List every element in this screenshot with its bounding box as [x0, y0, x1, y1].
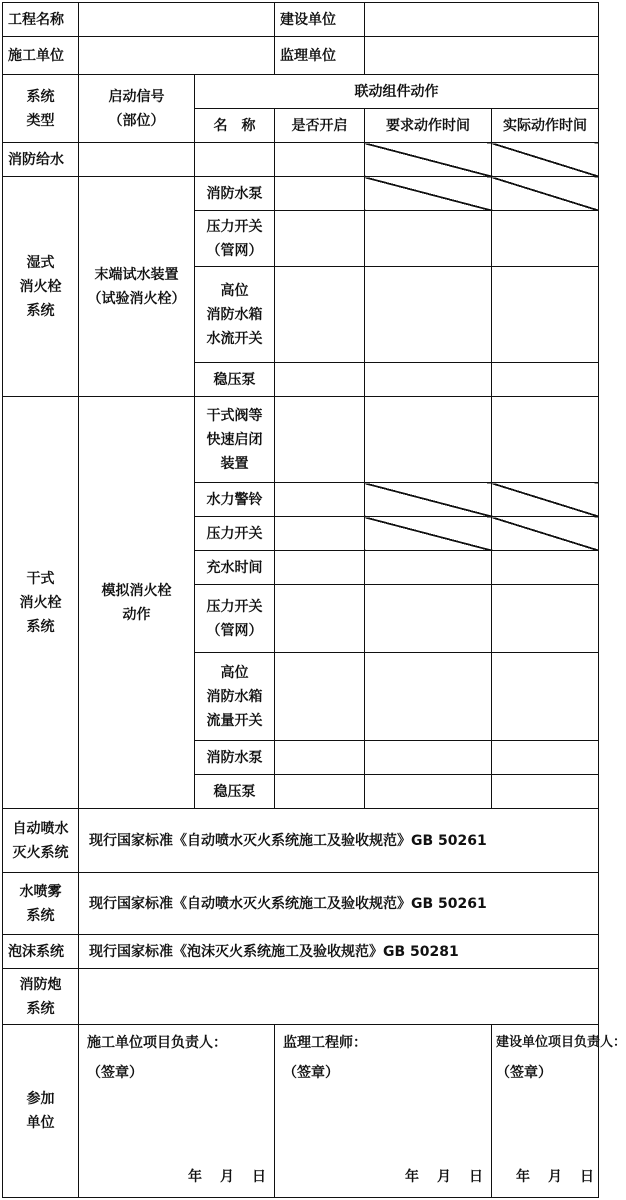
seal-label: （签章） — [283, 1065, 339, 1081]
component-pressure-switch-network: 压力开关 （管网） — [195, 585, 275, 653]
signature-date: 年 月 日 — [188, 1169, 266, 1185]
component-booster-pump: 稳压泵 — [195, 775, 275, 809]
na-cell — [365, 483, 492, 517]
table-cell[interactable] — [275, 397, 365, 483]
table-cell[interactable] — [492, 267, 599, 363]
wet-row-1 — [3, 177, 599, 211]
component-fire-pump: 消防水泵 — [195, 741, 275, 775]
na-cell — [365, 517, 492, 551]
dry-system-signal: 模拟消火栓 动作 — [79, 397, 195, 809]
seal-label: （签章） — [87, 1065, 143, 1081]
system-type-header: 系统 类型 — [3, 75, 79, 143]
table-cell[interactable] — [365, 397, 492, 483]
foam-type: 泡沫系统 — [3, 935, 79, 969]
table-cell[interactable] — [492, 211, 599, 267]
participants-row — [3, 1025, 599, 1198]
supervisor-label: 监理工程师： — [283, 1035, 367, 1051]
table-cell[interactable] — [365, 551, 492, 585]
component-booster-pump: 稳压泵 — [195, 363, 275, 397]
na-cell — [492, 483, 599, 517]
dry-system-type: 干式 消火栓 系统 — [3, 397, 79, 809]
table-cell[interactable] — [365, 653, 492, 741]
table-cell[interactable] — [365, 211, 492, 267]
construction-head-label: 施工单位项目负责人： — [87, 1035, 227, 1051]
linkage-test-table — [2, 2, 626, 1198]
component-high-tank-flow-switch: 高位 消防水箱 水流开关 — [195, 267, 275, 363]
supervision-label: 监理单位 — [275, 37, 365, 75]
component-water-alarm-bell: 水力警铃 — [195, 483, 275, 517]
header-row-2 — [3, 37, 599, 75]
water-mist-row — [3, 873, 599, 935]
builder-label: 建设单位 — [275, 3, 365, 37]
water-mist-type: 水喷雾 系统 — [3, 873, 79, 935]
wet-system-signal: 末端试水装置 （试验消火栓） — [79, 177, 195, 397]
component-high-tank-flow-switch: 高位 消防水箱 流量开关 — [195, 653, 275, 741]
builder-head-label: 建设单位项目负责人： — [496, 1035, 626, 1050]
table-cell[interactable] — [492, 653, 599, 741]
table-cell[interactable] — [365, 585, 492, 653]
builder-field[interactable] — [365, 3, 599, 37]
required-time-header: 要求动作时间 — [365, 109, 492, 143]
table-cell[interactable] — [365, 363, 492, 397]
construction-signature-block[interactable] — [79, 1025, 275, 1198]
signature-date: 年 月 日 — [405, 1169, 483, 1185]
fire-monitor-type: 消防炮 系统 — [3, 969, 79, 1025]
auto-sprinkler-row — [3, 809, 599, 873]
actual-time-header: 实际动作时间 — [492, 109, 599, 143]
column-header-row-1 — [3, 75, 599, 109]
construction-field[interactable] — [79, 37, 275, 75]
foam-standard: 现行国家标准《泡沫灭火系统施工及验收规范》GB 50281 — [79, 935, 599, 969]
table-cell[interactable] — [492, 551, 599, 585]
na-cell — [492, 177, 599, 211]
fire-monitor-row — [3, 969, 599, 1025]
component-fill-time: 充水时间 — [195, 551, 275, 585]
table-cell[interactable] — [79, 143, 195, 177]
component-dry-valve: 干式阀等 快速启闭 装置 — [195, 397, 275, 483]
participants-label: 参加 单位 — [3, 1025, 79, 1198]
project-name-field[interactable] — [79, 3, 275, 37]
opened-header: 是否开启 — [275, 109, 365, 143]
component-fire-pump: 消防水泵 — [195, 177, 275, 211]
na-cell — [492, 517, 599, 551]
component-pressure-switch-network: 压力开关 （管网） — [195, 211, 275, 267]
na-cell — [365, 143, 492, 177]
table-cell[interactable] — [275, 741, 365, 775]
table-cell[interactable] — [275, 551, 365, 585]
construction-label: 施工单位 — [3, 37, 79, 75]
table-cell[interactable] — [275, 517, 365, 551]
supervisor-signature-block[interactable] — [275, 1025, 492, 1198]
signature-date: 年 月 日 — [516, 1169, 594, 1185]
table-cell[interactable] — [365, 267, 492, 363]
linkage-header: 联动组件动作 — [195, 75, 599, 109]
fire-water-supply-label: 消防给水 — [3, 143, 79, 177]
table-cell[interactable] — [492, 775, 599, 809]
table-cell[interactable] — [275, 177, 365, 211]
table-cell[interactable] — [275, 211, 365, 267]
auto-sprinkler-type: 自动喷水 灭火系统 — [3, 809, 79, 873]
table-cell[interactable] — [275, 267, 365, 363]
table-cell[interactable] — [275, 653, 365, 741]
na-cell — [365, 177, 492, 211]
fire-monitor-content[interactable] — [79, 969, 599, 1025]
table-cell[interactable] — [492, 585, 599, 653]
dry-row-1 — [3, 397, 599, 483]
na-cell — [492, 143, 599, 177]
table-cell[interactable] — [275, 483, 365, 517]
seal-label: （签章） — [496, 1065, 552, 1081]
table-cell[interactable] — [365, 741, 492, 775]
foam-row — [3, 935, 599, 969]
water-mist-standard: 现行国家标准《自动喷水灭火系统施工及验收规范》GB 50261 — [79, 873, 599, 935]
start-signal-header: 启动信号 （部位） — [79, 75, 195, 143]
table-cell[interactable] — [195, 143, 275, 177]
table-cell[interactable] — [275, 143, 365, 177]
header-row-1 — [3, 3, 599, 37]
supervision-field[interactable] — [365, 37, 599, 75]
table-cell[interactable] — [275, 775, 365, 809]
table-cell[interactable] — [275, 585, 365, 653]
project-name-label: 工程名称 — [3, 3, 79, 37]
table-cell[interactable] — [275, 363, 365, 397]
name-header: 名 称 — [195, 109, 275, 143]
auto-sprinkler-standard: 现行国家标准《自动喷水灭火系统施工及验收规范》GB 50261 — [79, 809, 599, 873]
component-pressure-switch: 压力开关 — [195, 517, 275, 551]
table-cell[interactable] — [492, 741, 599, 775]
table-cell[interactable] — [492, 363, 599, 397]
table-cell[interactable] — [492, 397, 599, 483]
builder-signature-block[interactable] — [492, 1025, 626, 1198]
fire-water-supply-row — [3, 143, 599, 177]
table-cell[interactable] — [365, 775, 492, 809]
wet-system-type: 湿式 消火栓 系统 — [3, 177, 79, 397]
